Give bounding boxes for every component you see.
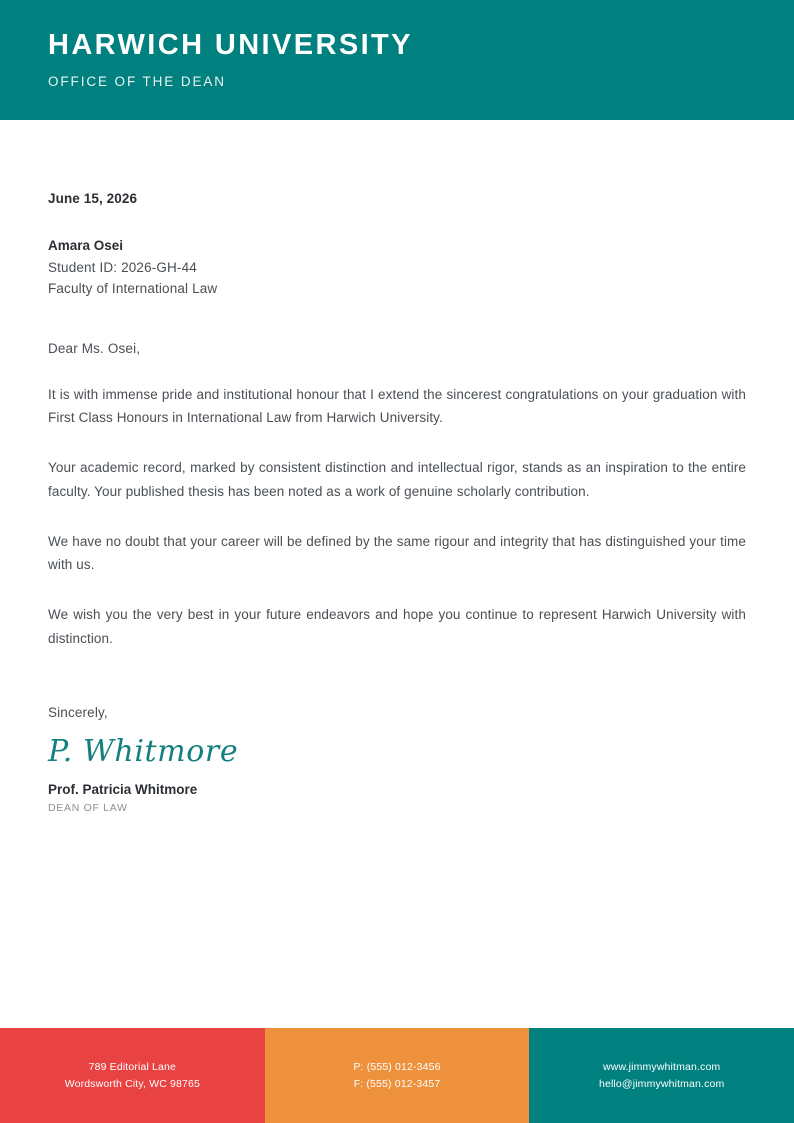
- fax-line: F: (555) 012-3457: [353, 1077, 441, 1090]
- letter-date: June 15, 2026: [48, 191, 138, 206]
- footer-phone-text: [353, 1059, 440, 1092]
- letter-salutation: Dear Ms. Osei,: [48, 341, 141, 356]
- footer-phone-band: [265, 1028, 530, 1123]
- letterhead-footer: [0, 1028, 794, 1123]
- letter-paragraph-4: We wish you the very best in your future endeavors and hope you continue to represent Harwich University with distinction.: [48, 607, 746, 646]
- website-link[interactable]: www.jimmywhitman.com: [602, 1061, 721, 1074]
- letter-paragraph-2: Your academic record, marked by consistent distinction and intellectual rigor, stands as an inspiration to the entire faculty. Your published thesis has been noted as a work of genuine scholarly contribution.: [48, 460, 746, 499]
- organization-title: HARWICH UNIVERSITY: [48, 29, 413, 61]
- letter-paragraph-3: We have no doubt that your career will be defined by the same rigour and integrity that has distinguished your time with us.: [48, 533, 746, 573]
- recipient-faculty: Faculty of International Law: [48, 281, 218, 296]
- address-line-1: 789 Editorial Lane: [88, 1061, 176, 1074]
- department-subtitle: OFFICE OF THE DEAN: [48, 73, 226, 89]
- signer-name: Prof. Patricia Whitmore: [48, 781, 198, 797]
- letter-closing: Sincerely,: [48, 704, 108, 720]
- recipient-block: [48, 238, 746, 296]
- footer-web-band: [529, 1028, 794, 1123]
- letter-paragraph-1: It is with immense pride and institutional honour that I extend the sincerest congratulations on your graduation with First Class Honours in International Law from Harwich University.: [48, 387, 746, 426]
- footer-web-text: [599, 1059, 724, 1092]
- address-line-2: Wordsworth City, WC 98765: [64, 1077, 200, 1090]
- email-link[interactable]: hello@jimmywhitman.com: [598, 1077, 725, 1090]
- letterhead-header: [0, 0, 794, 120]
- recipient-student-id: Student ID: 2026-GH-44: [48, 259, 197, 275]
- footer-address-text: [65, 1059, 200, 1092]
- phone-line: P: (555) 012-3456: [353, 1061, 441, 1074]
- signature-script: P. Whitmore: [48, 733, 239, 769]
- footer-address-band: [0, 1028, 265, 1123]
- letter-body: [0, 120, 794, 1028]
- recipient-name: Amara Osei: [48, 238, 124, 253]
- signer-title: DEAN OF LAW: [48, 801, 128, 814]
